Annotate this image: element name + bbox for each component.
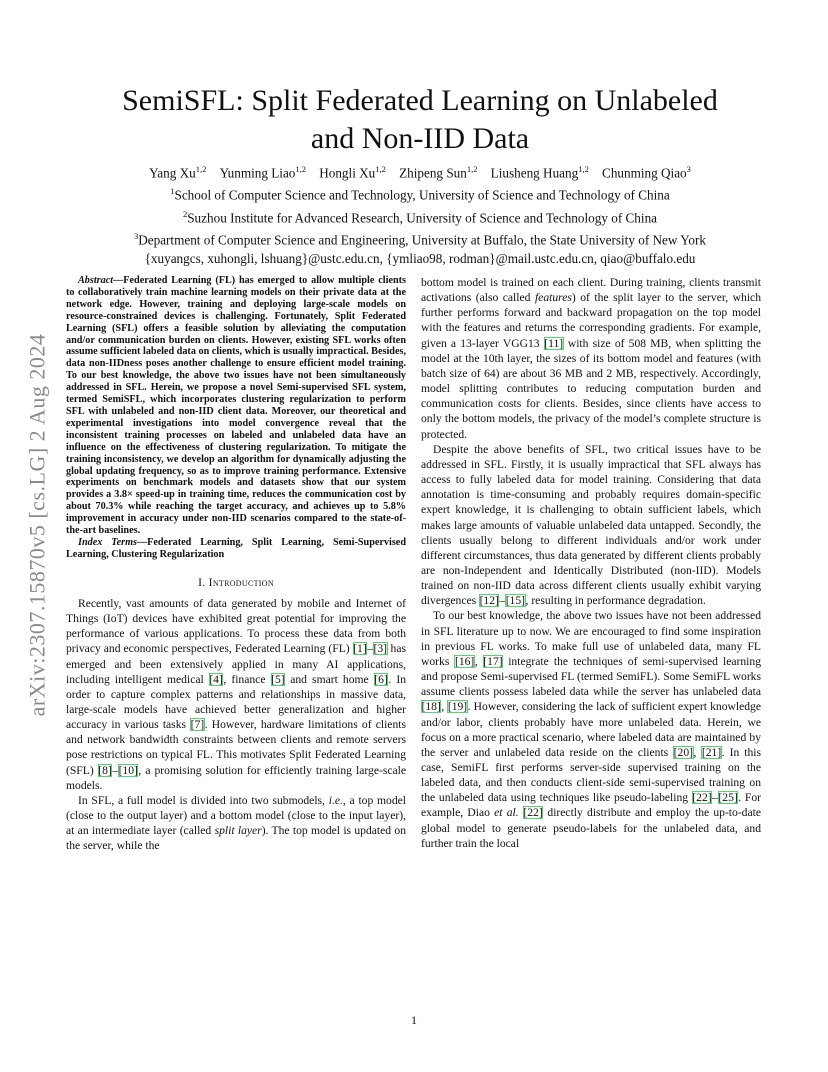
author-affiliation-mark: 1,2 <box>295 164 307 174</box>
emphasis-text: features <box>534 291 572 305</box>
body-paragraph: To our best knowledge, the above two issues have not been addressed in SFL literature up to now. We are encouraged to find some inspiration in previous FL works. To make full use of unlabeled data, many FL works [16], [17] integrate the techniques of semi-supervised learning and propose Semi-supervised FL (termed SemiFL). Some SemiFL works assume clients possess labeled data while the server has unlabeled data [18], [19]. However, considering the lack of sufficient expert knowledge and/or labor, clients probably have more unlabeled data. Herein, we focus on a more practical scenario, where labeled data are maintained by the server and unlabeled data reside on the clients [20], [21]. In this case, SemiFL first performs server-side supervised training on the labeled data, and then conducts client-side semi-supervised training on the unlabeled data using techniques like pseudo-labeling [22]–[25]. For example, Diao et al. [22] directly distribute and employ the up-to-date global model to generate pseudo-labels for the unlabeled data, and further train the local <box>421 609 761 850</box>
citation-link[interactable]: [22] <box>523 806 543 820</box>
citation-link[interactable]: [7] <box>190 718 205 732</box>
citation-link[interactable]: [15] <box>505 594 526 608</box>
citation-link[interactable]: [4] <box>209 672 223 686</box>
section-number: I. <box>198 575 209 589</box>
right-column <box>421 275 761 851</box>
body-paragraph: In SFL, a full model is divided into two submodels, i.e., a top model (close to the output layer) and a bottom model (close to the input layer), at an intermediate layer (called split layer). The top model is updated on the server, while the <box>66 793 406 853</box>
title-line-1: SemiSFL: Split Federated Learning on Unlabeled <box>122 84 718 118</box>
affiliation-text: Suzhou Institute for Advanced Research, University of Science and Technology of China <box>187 210 658 226</box>
author-affiliation-mark: 1,2 <box>375 164 386 174</box>
author-name: Chunming Qiao <box>602 165 687 181</box>
citation-link[interactable]: [10] <box>118 763 138 777</box>
author-affiliation-mark: 1,2 <box>578 164 589 174</box>
citation-link[interactable]: [21] <box>701 745 722 759</box>
body-paragraph: Despite the above benefits of SFL, two critical issues have to be addressed in SFL. Firstly, it is usually impractical that SFL always has access to fully labeled data for model training. Considering that data annotation is time-consuming and probably requires domain-specific expert knowledge, it is challenging to obtain sufficient labels, which makes large amounts of valuable unlabeled data untapped. Secondly, the clients usually belong to different individuals and/or work under different circumstances, thus data generated by different clients probably are non-Independent and Identically Distributed (non-IID). Models trained on non-IID data across different clients usually exhibit varying divergences [12]–[15], resulting in performance degradation. <box>421 442 761 608</box>
index-terms <box>66 537 406 561</box>
paper-title <box>70 82 770 158</box>
emphasis-text: i.e. <box>328 793 343 807</box>
index-terms-separator: — <box>136 536 148 548</box>
affiliation-line <box>70 182 770 204</box>
body-paragraph: bottom model is trained on each client. During training, clients transmit activations (also called features) of the split layer to the server, which further performs forward and backward propagation on the top model with the features and returns the corresponding gradients. For example, given a 13-layer VGG13 [11] with size of 508 MB, when splitting the model at the 10th layer, the sizes of its bottom model and features (with batch size of 64) are about 36 MB and 2 MB, respectively. Accordingly, model splitting contributes to reducing computation burden and communication costs for clients. Besides, since clients have access to only the bottom models, the privacy of the model’s complete structure is protected. <box>421 276 761 441</box>
author-emails: {xuyangcs, xuhongli, lshuang}@ustc.edu.cn, {ymliao98, rodman}@mail.ustc.edu.cn, qiao@buffalo.edu <box>144 250 696 266</box>
affiliation-mark: 2 <box>182 208 188 219</box>
section-heading-introduction <box>66 575 406 590</box>
introduction-body-right <box>421 275 761 851</box>
index-terms-text: Federated Learning, Split Learning, Semi-Supervised Learning, Clustering Regularization <box>66 536 406 560</box>
section-title: Introduction <box>208 575 274 589</box>
affiliation-line <box>70 205 770 227</box>
citation-link[interactable]: [3] <box>373 642 388 656</box>
citation-link[interactable]: [17] <box>483 654 503 668</box>
title-line-2: and Non-IID Data <box>310 122 530 156</box>
affiliation-text: School of Computer Science and Technology, University of Science and Technology of China <box>174 187 670 203</box>
author-name: Liusheng Huang <box>490 165 579 181</box>
citation-link[interactable]: [1] <box>353 642 367 656</box>
abstract <box>66 275 406 537</box>
introduction-body-left <box>66 596 406 854</box>
author-affiliation-mark: 3 <box>686 164 691 174</box>
citation-link[interactable]: [20] <box>673 745 693 759</box>
affiliation-line <box>70 227 770 249</box>
affiliation-text: Department of Computer Science and Engineering, University at Buffalo, the State University of New York <box>138 232 707 248</box>
citation-link[interactable]: [25] <box>718 791 738 805</box>
affiliation-list <box>70 182 770 249</box>
arxiv-identifier-stamp <box>22 290 52 760</box>
citation-link[interactable]: [5] <box>271 672 285 686</box>
author-name: Zhipeng Sun <box>399 165 467 181</box>
abstract-separator: — <box>113 275 124 286</box>
citation-link[interactable]: [8] <box>98 763 112 777</box>
author-name: Yang Xu <box>149 165 196 181</box>
author-block <box>70 160 770 268</box>
author-name: Hongli Xu <box>319 165 376 181</box>
index-terms-label: Index Terms <box>78 536 137 548</box>
author-list <box>70 160 770 182</box>
affiliation-mark: 1 <box>170 186 175 197</box>
emphasis-text: split layer <box>214 824 262 838</box>
abstract-text: Federated Learning (FL) has emerged to allow multiple clients to collaboratively train machine learning models on their private data at the network edge. However, training and deploying large-scale models on resource-constrained devices is challenging. Fortunately, Split Federated Learning (SFL) offers a feasible solution by alleviating the computation and/or communication burden on clients. However, existing SFL works often assume sufficient labeled data on clients, which is usually impractical. Besides, data non-IIDness poses another challenge to ensure efficient model training. To our best knowledge, the above two issues have not been simultaneously addressed in SFL. Herein, we propose a novel Semi-supervised SFL system, termed SemiSFL, which incorporates clustering regularization to perform SFL with unlabeled and non-IID client data. Moreover, our theoretical and experimental investigations into model convergence reveal that the inconsistent training processes on labeled and unlabeled data have an influence on the effectiveness of clustering regularization. To mitigate the training inconsistency, we develop an algorithm for dynamically adjusting the global updating frequency, so as to improve training performance. Extensive experiments on benchmark models and datasets show that our system provides a 3.8× speed-up in training time, reduces the communication cost by about 70.3% while reaching the target accuracy, and achieves up to 5.8% improvement in accuracy under non-IID scenarios compared to the state-of-the-art baselines. <box>66 275 406 537</box>
affiliation-mark: 3 <box>133 231 139 242</box>
author-name: Yunming Liao <box>219 165 296 181</box>
author-affiliation-mark: 1,2 <box>195 164 207 174</box>
citation-link[interactable]: [12] <box>479 594 499 608</box>
emphasis-text: et al. <box>494 806 519 820</box>
arxiv-id-text: arXiv:2307.15870v5 [cs.LG] 2 Aug 2024 <box>24 333 49 717</box>
citation-link[interactable]: [16] <box>454 654 475 668</box>
citation-link[interactable]: [19] <box>447 700 468 714</box>
citation-link[interactable]: [22] <box>692 791 712 805</box>
page-number: 1 <box>411 1013 417 1027</box>
left-column <box>66 275 406 854</box>
citation-link[interactable]: [18] <box>421 700 441 714</box>
author-affiliation-mark: 1,2 <box>466 164 478 174</box>
citation-link[interactable]: [6] <box>374 672 388 686</box>
citation-link[interactable]: [11] <box>544 336 564 350</box>
body-paragraph: Recently, vast amounts of data generated by mobile and Internet of Things (IoT) devices have exhibited great potential for improving the performance of various applications. To process these data from both privacy and economic perspectives, Federated Learning (FL) [1]–[3] has emerged and been extensively applied in many AI applications, including intelligent medical [4], finance [5] and smart home [6]. In order to capture complex patterns and relationships in massive data, large-scale models have achieved better generalization and higher accuracy in various tasks [7]. However, hardware limitations of clients and network bandwidth constraints between clients and remote servers pose restrictions on typical FL. This motivates Split Federated Learning (SFL) [8]–[10], a promising solution for efficiently training large-scale models. <box>66 596 406 792</box>
abstract-label: Abstract <box>78 275 114 286</box>
